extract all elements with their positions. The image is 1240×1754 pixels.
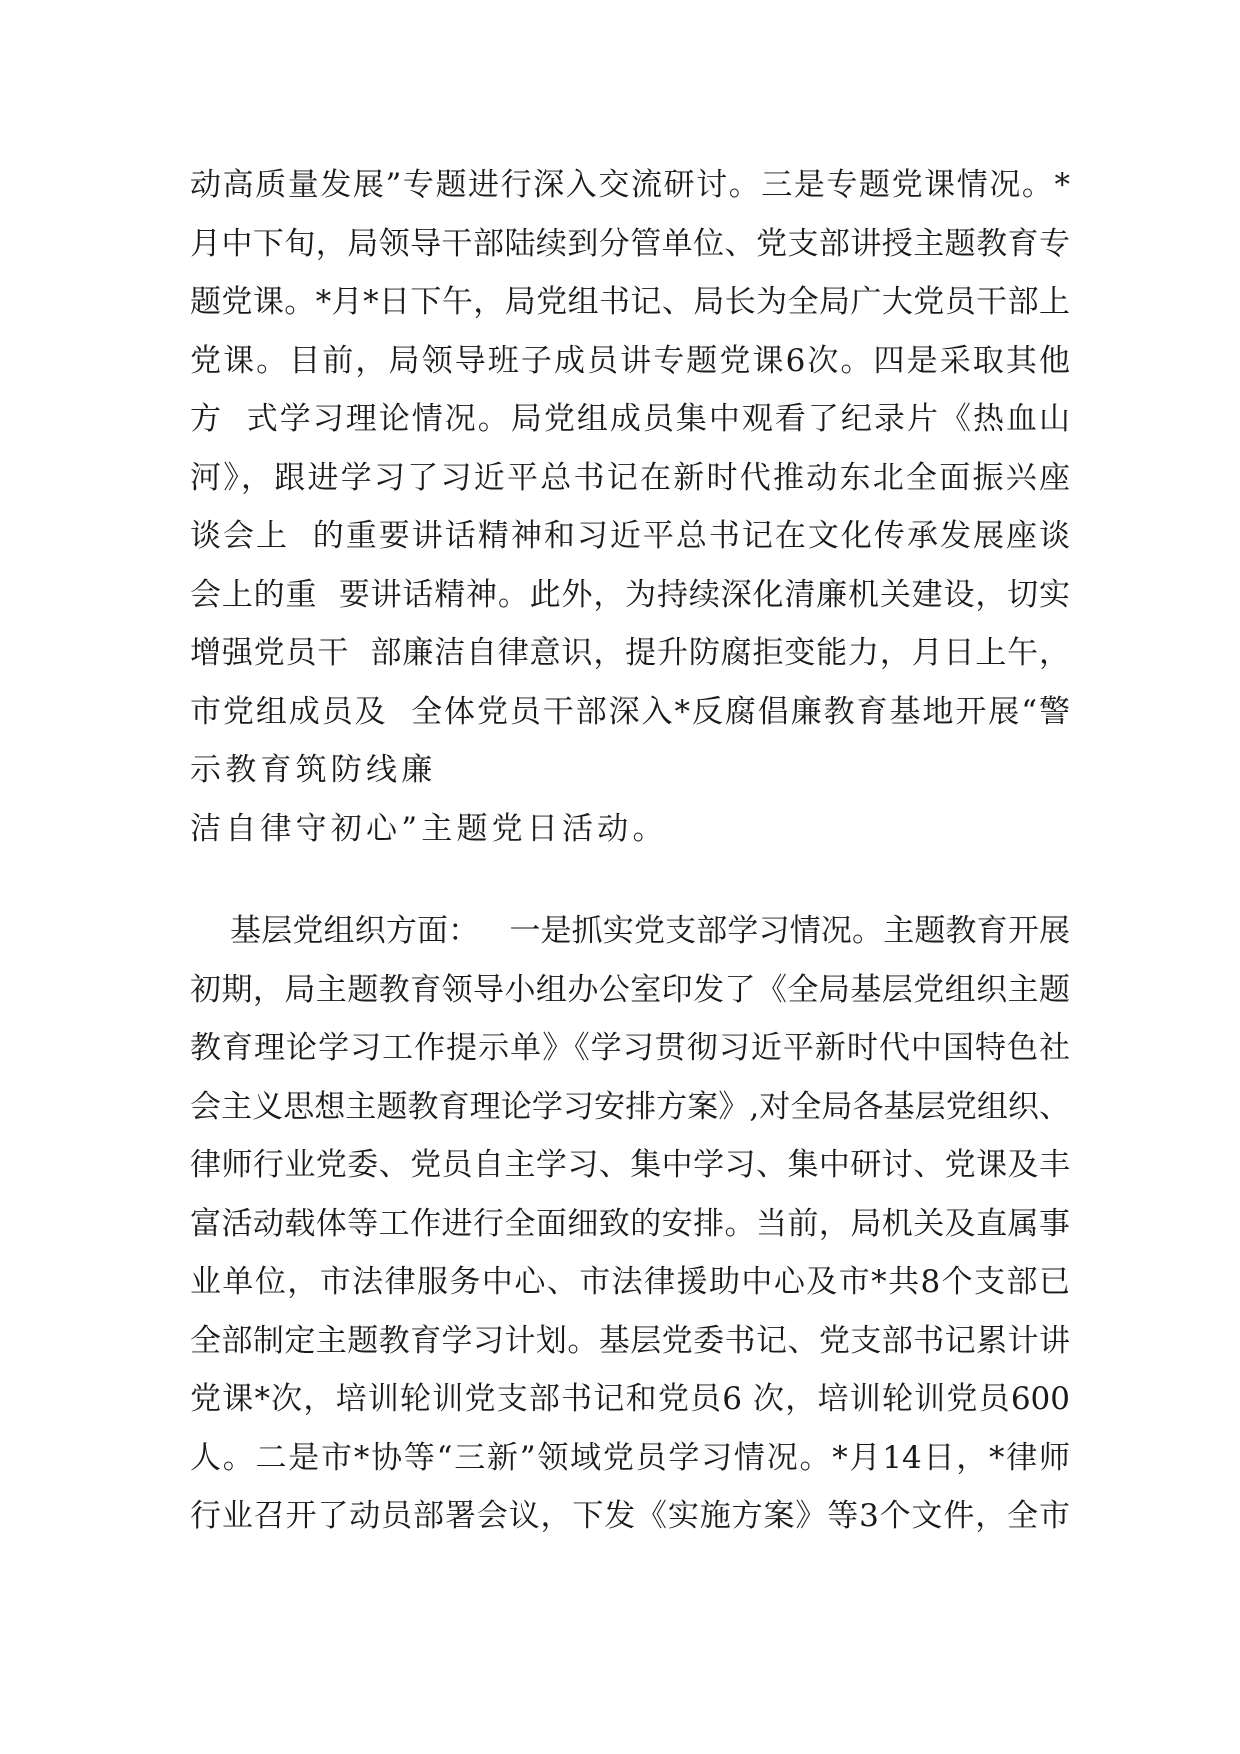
text-line: 党课。目前，局领导班子成员讲专题党课6次。四是采取其他 — [190, 342, 1070, 379]
text-line: 律师行业党委、党员自主学习、集中学习、集中研讨、党课及丰 — [190, 1147, 1070, 1183]
text-line: 人。二是市*协等“三新”领域党员学习情况。*月14日，*律师 — [190, 1439, 1070, 1476]
paragraph-spacer — [190, 858, 1070, 902]
text-line: 洁自律守初心”主题党日活动。 — [190, 810, 668, 847]
text-line: 会上的重 要讲话精神。此外，为持续深化清廉机关建设，切实 — [190, 576, 1070, 613]
text-line: 全部制定主题教育学习计划。基层党委书记、党支部书记累计讲 — [190, 1322, 1070, 1359]
text-line: 动高质量发展”专题进行深入交流研讨。三是专题党课情况。* — [190, 167, 1070, 203]
text-line: 方 式学习理论情况。局党组成员集中观看了纪录片《热血山 — [190, 401, 1070, 437]
text-line: 谈会上 的重要讲话精神和习近平总书记在文化传承发展座谈 — [190, 518, 1070, 554]
text-line: 题党课。*月*日下午，局党组书记、局长为全局广大党员干部上 — [190, 284, 1070, 320]
text-line: 富活动载体等工作进行全面细致的安排。当前，局机关及直属事 — [190, 1205, 1070, 1242]
text-line: 市党组成员及 全体党员干部深入*反腐倡廉教育基地开展“警 — [190, 693, 1070, 730]
text-line: 示教育筑防线廉 — [190, 752, 437, 788]
text-line: 行业召开了动员部署会议，下发《实施方案》等3个文件，全市 — [190, 1498, 1070, 1534]
text-line: 教育理论学习工作提示单》《学习贯彻习近平新时代中国特色社 — [190, 1030, 1070, 1066]
text-line: 业单位，市法律服务中心、市法律援助中心及市*共8个支部已 — [190, 1264, 1070, 1300]
text-line: 增强党员干 部廉洁自律意识，提升防腐拒变能力，月日上午， — [190, 635, 1070, 671]
text-line: 党课*次，培训轮训党支部书记和党员6 次，培训轮训党员600 — [190, 1381, 1070, 1417]
text-line: 基层党组织方面： 一是抓实党支部学习情况。主题教育开展 — [190, 913, 1070, 949]
text-line: 初期，局主题教育领导小组办公室印发了《全局基层党组织主题 — [190, 971, 1070, 1008]
document-body — [190, 156, 1070, 1546]
text-line: 河》，跟进学习了习近平总书记在新时代推动东北全面振兴座 — [190, 459, 1070, 496]
paragraph-2 — [190, 902, 1070, 1546]
text-line: 月中下旬，局领导干部陆续到分管单位、党支部讲授主题教育专 — [190, 225, 1070, 262]
text-line: 会主义思想主题教育理论学习安排方案》,对全局各基层党组织、 — [190, 1088, 1070, 1125]
paragraph-1 — [190, 156, 1070, 858]
